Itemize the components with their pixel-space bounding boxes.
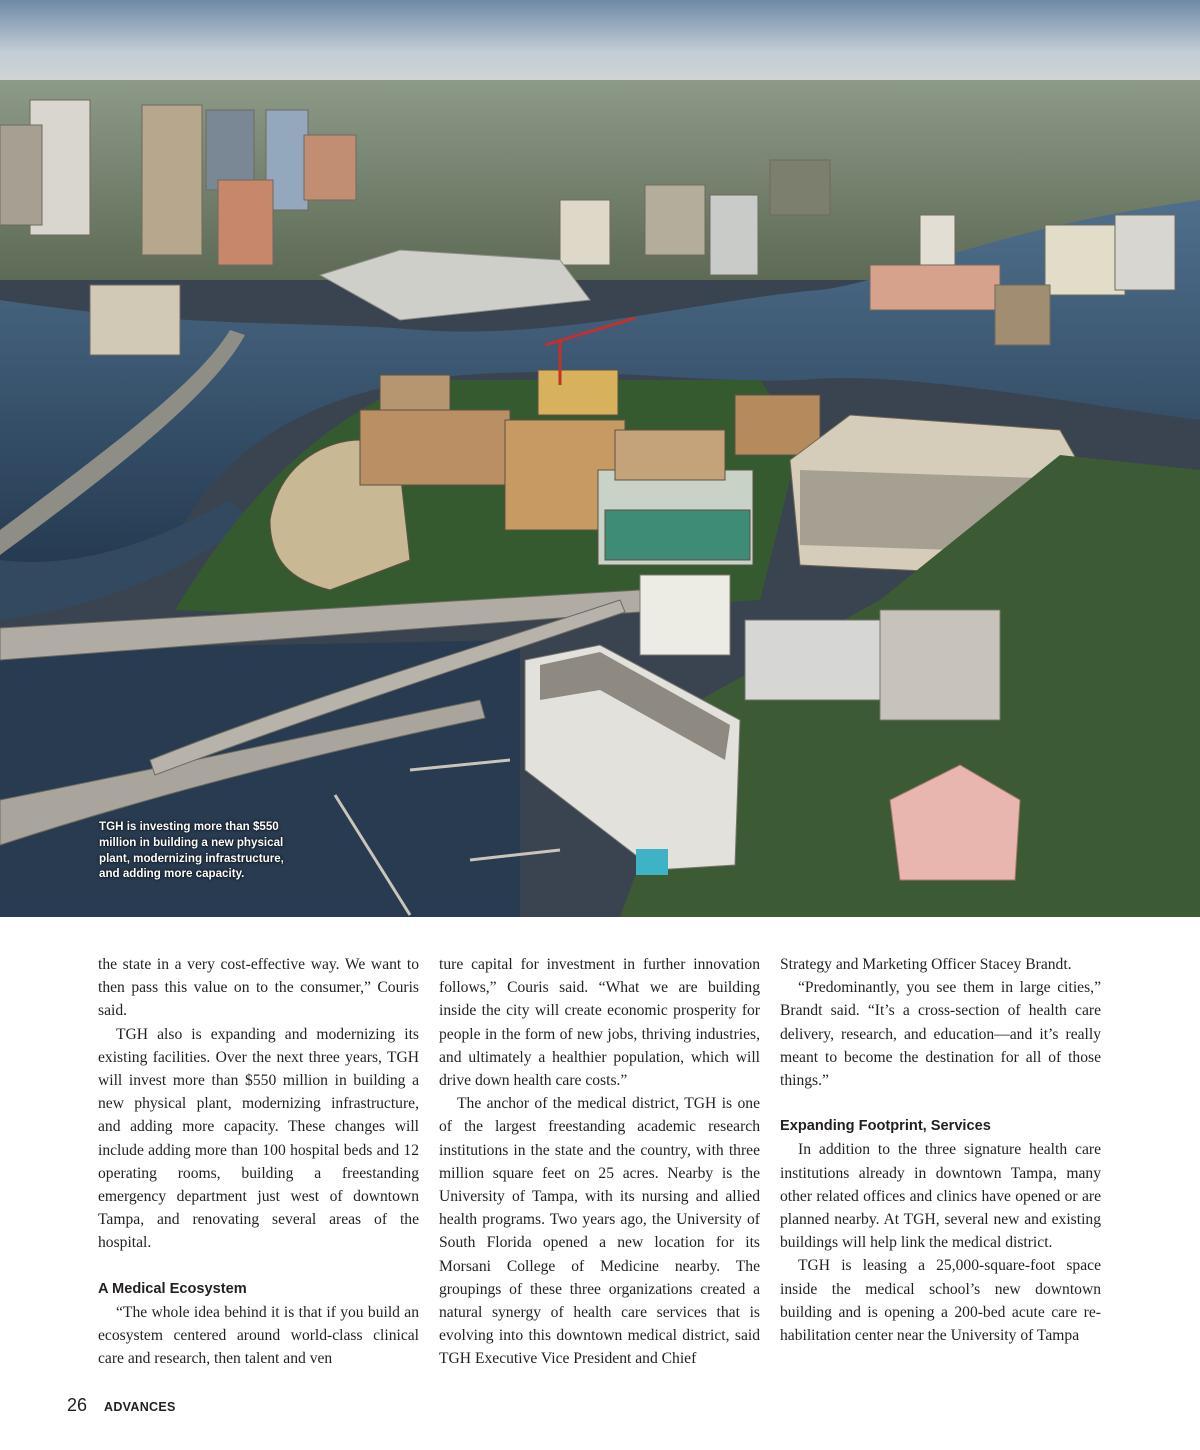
photo-caption: TGH is investing more than $550 million in building a new physical plant, modernizing infrastructure, and adding more capacity. bbox=[99, 820, 284, 881]
section-heading: A Medical Ecosystem bbox=[98, 1280, 247, 1297]
paragraph: TGH also is expanding and modernizing its existing facilities. Over the next three years, TGH will invest more than $550 million in building a new physical plant, modernizing infrastructure, and adding more capacity. These changes will include adding more than 100 hospital beds and 12 operating rooms, building a freestanding emergency department just west of downtown Tampa, and renovating several areas of the hospital. bbox=[98, 1025, 419, 1252]
page-number: 26 bbox=[67, 1395, 88, 1415]
paragraph: TGH is leasing a 25,000-square-foot space inside the medical school’s new downtown building and is opening a 200-bed acute care rehabilitation center near the University of Tampa bbox=[780, 1257, 1101, 1345]
section-heading: Expanding Footprint, Services bbox=[780, 1118, 991, 1135]
paragraph-gap bbox=[98, 1255, 419, 1278]
magazine-name: ADVANCES bbox=[104, 1400, 176, 1414]
article-column-1 bbox=[98, 953, 419, 1370]
article-column-2 bbox=[439, 953, 760, 1371]
paragraph: “The whole idea behind it is that if you build an ecosystem centered around world-class clinical care and research, then talent and ven bbox=[98, 1303, 419, 1368]
paragraph: the state in a very cost-effective way. We want to then pass this value on to the consumer,” Couris said. bbox=[98, 956, 419, 1020]
paragraph: ture capital for investment in further innovation follows,” Couris said. “What we are building inside the city will create economic prosperity for people in the form of new jobs, thriving industries, and ultimately a healthier population, which will drive down health care costs.” bbox=[439, 956, 760, 1090]
article-column-3 bbox=[780, 953, 1101, 1347]
paragraph: The anchor of the medical district, TGH is one of the largest freestanding academic research institutions in the state and the country, with three million square feet on 25 acres. Nearby is the University of Tampa, with its nursing and allied health programs. Two years ago, the University of South Florida opened a new location for its Morsani College of Medicine nearby. The groupings of these three organizations created a natural synergy of health care services that is evolving into this downtown medical district, said TGH Executive Vice President and Chief bbox=[439, 1095, 760, 1368]
paragraph: Strategy and Marketing Officer Stacey Brandt. bbox=[780, 956, 1072, 973]
paragraph: “Predominantly, you see them in large cities,” Brandt said. “It’s a cross-section of health care delivery, research, and education—and it’s really meant to become the destination for all of those things.” bbox=[780, 979, 1101, 1090]
paragraph: In addition to the three signature health care institutions already in downtown Tampa, many other related offices and clinics have opened or are planned nearby. At TGH, several new and existing buildings will help link the medical district. bbox=[780, 1141, 1101, 1252]
paragraph-gap bbox=[780, 1092, 1101, 1115]
